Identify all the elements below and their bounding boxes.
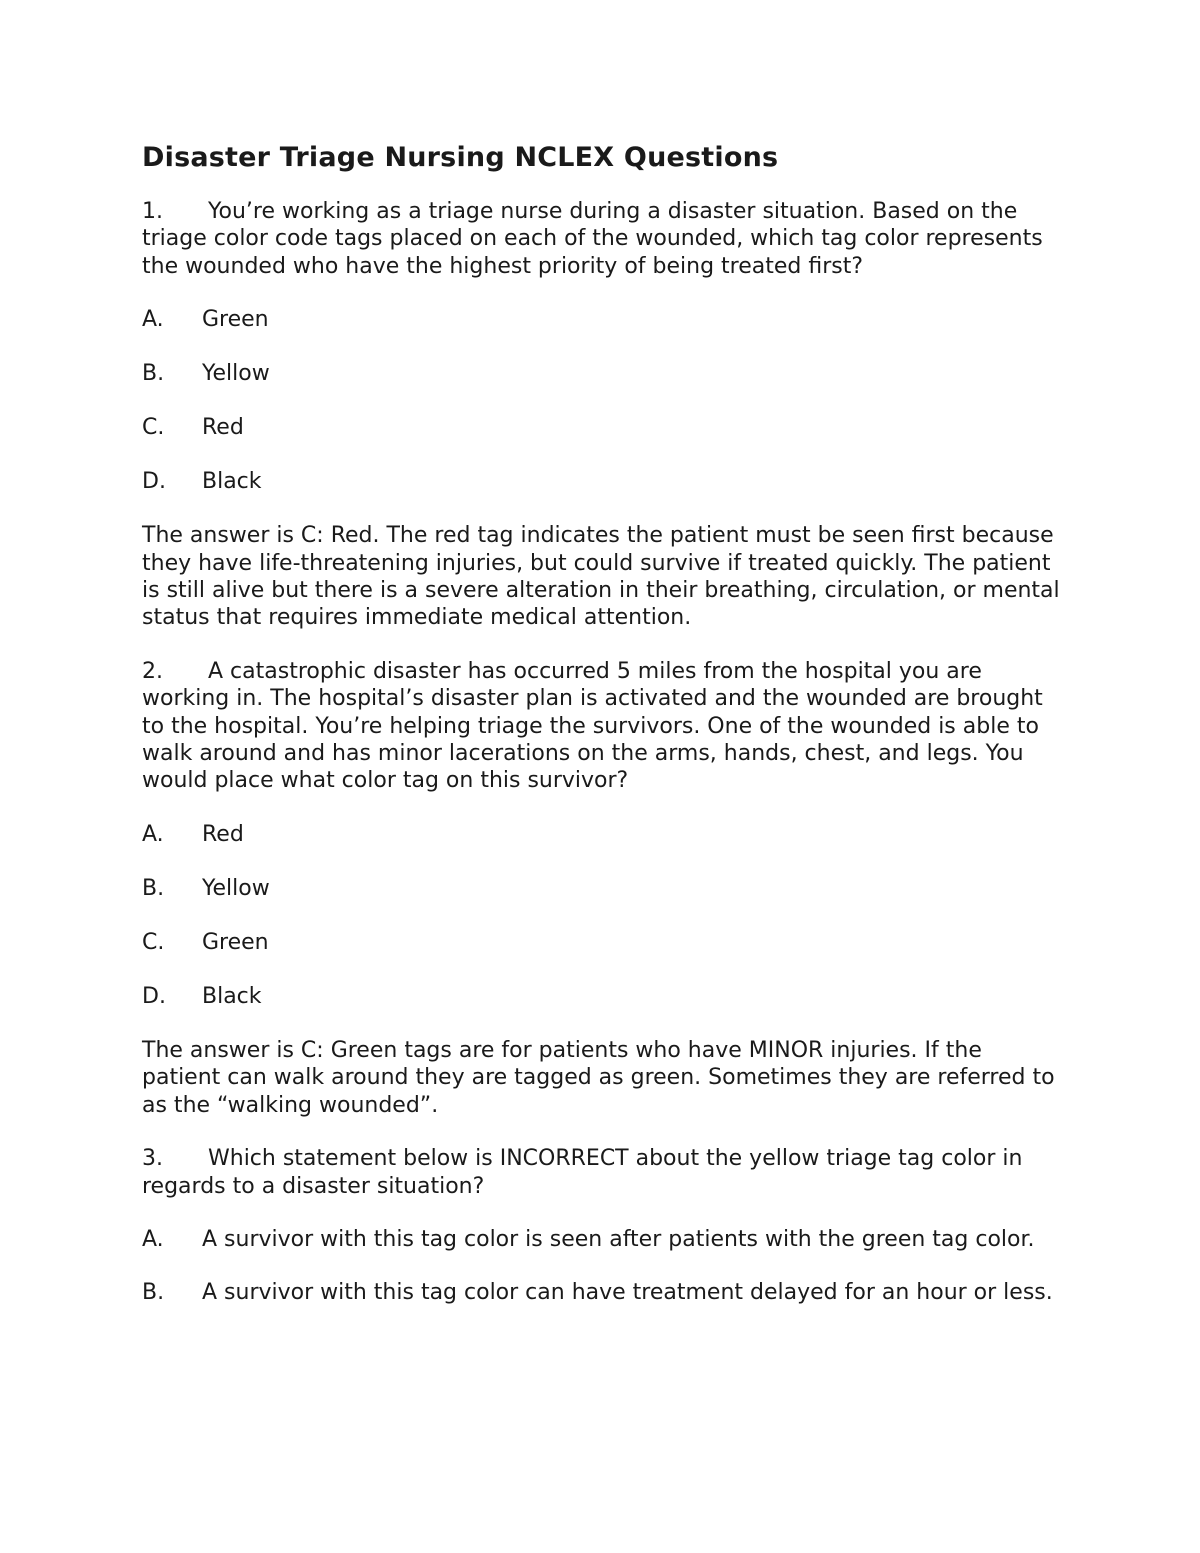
option-letter: D. [142,983,166,1009]
option-text: Green [202,929,269,955]
option-letter: B. [142,875,165,901]
option-a [142,821,1062,848]
option-b [142,1279,1062,1306]
option-letter: A. [142,821,164,847]
question-2 [142,658,1062,795]
option-b [142,875,1062,902]
option-text: Red [202,415,244,441]
option-text: Yellow [202,361,270,387]
option-text: Yellow [202,875,270,901]
option-a [142,1226,1062,1253]
document-title: Disaster Triage Nursing NCLEX Questions [142,142,779,173]
question-number: 2. [142,658,163,684]
option-d [142,468,1062,495]
question-text: You’re working as a triage nurse during a disaster situation. Based on the triage color code tags placed on each of the wounded, which tag color represents the wounded who have the highest priority of being treated first? [142,199,1043,279]
option-c [142,414,1062,441]
document-content [142,140,1062,1333]
question-1 [142,198,1062,280]
answer-explanation: The answer is C: Green tags are for patients who have MINOR injuries. If the patient can walk around they are tagged as green. Sometimes they are referred to as the “walking wounded”. [142,1037,1055,1118]
option-text: Black [202,983,262,1009]
question-number: 3. [142,1146,163,1172]
question-3 [142,1145,1062,1200]
option-d [142,983,1062,1010]
option-letter: C. [142,929,165,955]
option-letter: A. [142,307,164,333]
option-text: Green [202,307,269,333]
option-letter: C. [142,415,165,441]
option-a [142,306,1062,333]
option-letter: B. [142,1280,165,1306]
option-text: A survivor with this tag color can have treatment delayed for an hour or less. [202,1280,1053,1306]
option-text: A survivor with this tag color is seen after patients with the green tag color. [202,1226,1035,1252]
question-number: 1. [142,199,163,224]
option-text: Red [202,821,244,847]
option-text: Black [202,469,262,495]
question-text: A catastrophic disaster has occurred 5 miles from the hospital you are working in. The hospital’s disaster plan is activated and the wounded are brought to the hospital. You’re helping triage the survivors. One of the wounded is able to walk around and has minor lacerations on the arms, hands, chest, and legs. You would place what color tag on this survivor? [142,658,1043,794]
option-letter: B. [142,361,165,387]
option-letter: D. [142,469,166,495]
option-letter: A. [142,1226,164,1252]
option-b [142,360,1062,387]
option-c [142,929,1062,956]
question-text: Which statement below is INCORRECT about the yellow triage tag color in regards to a disaster situation? [142,1146,1023,1199]
answer-explanation: The answer is C: Red. The red tag indicates the patient must be seen first because they have life-threatening injuries, but could survive if treated quickly. The patient is still alive but there is a severe alteration in their breathing, circulation, or mental status that requires immediate medical attention. [142,523,1060,631]
